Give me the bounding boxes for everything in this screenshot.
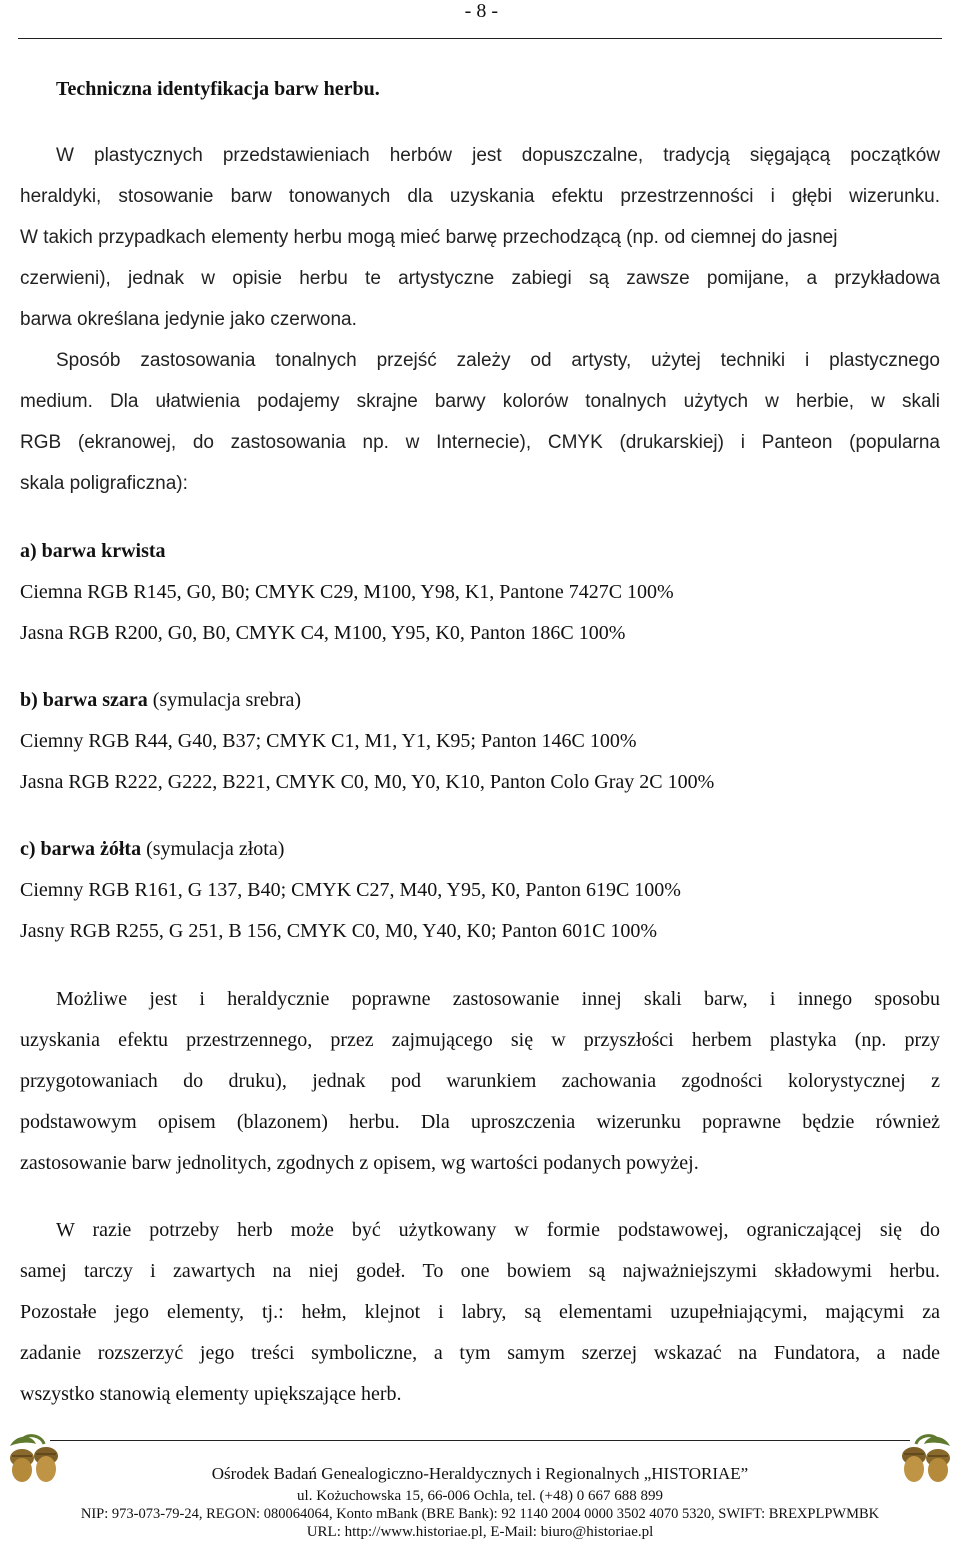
color-a-dark: Ciemna RGB R145, G0, B0; CMYK C29, M100, Y98, K1, Pantone 7427C 100%	[20, 581, 674, 603]
para4-line-1: W razie potrzeby herb może być użytkowany w formie podstawowej, ograniczającej się do	[56, 1219, 940, 1241]
para3-line-3: przygotowaniach do druku), jednak pod warunkiem zachowania zgodności kolorystycznej z	[20, 1070, 940, 1092]
para3-line-5: zastosowanie barw jednolitych, zgodnych z opisem, wg wartości podanych powyżej.	[20, 1152, 699, 1174]
para3-line-4: podstawowym opisem (blazonem) herbu. Dla uproszczenia wizerunku poprawne będzie również	[20, 1111, 940, 1133]
color-c-heading: c) barwa żółta (symulacja złota)	[20, 838, 285, 860]
section-title: Techniczna identyfikacja barw herbu.	[56, 78, 380, 100]
para1-line-2: heraldyki, stosowanie barw tonowanych dla uzyskania efektu przestrzenności i głębi wizerunku.	[20, 186, 940, 207]
footer-divider	[50, 1440, 910, 1441]
footer-contact: URL: http://www.historiae.pl, E-Mail: biuro@historiae.pl	[306, 1524, 654, 1540]
para4-line-3: Pozostałe jego elementy, tj.: hełm, klejnot i labry, są elementami uzupełniającymi, mającymi za	[20, 1301, 940, 1323]
color-a-light: Jasna RGB R200, G0, B0, CMYK C4, M100, Y95, K0, Panton 186C 100%	[20, 622, 626, 644]
para3-line-1: Możliwe jest i heraldycznie poprawne zastosowanie innej skali barw, i innego sposobu	[56, 988, 940, 1010]
color-b-light: Jasna RGB R222, G222, B221, CMYK C0, M0, Y0, K10, Panton Colo Gray 2C 100%	[20, 771, 715, 793]
page-number: - 8 -	[464, 0, 498, 22]
header-divider	[18, 38, 942, 39]
footer-address: ul. Kożuchowska 15, 66-006 Ochla, tel. (+48) 0 667 688 899	[297, 1488, 663, 1504]
footer-identifiers: NIP: 973-073-79-24, REGON: 080064064, Konto mBank (BRE Bank): 92 1140 2004 0000 3502 4070 5320, SWIFT: BREXPLPWMBK	[80, 1506, 880, 1522]
para4-line-2: samej tarczy i zawartych na niej godeł. To one bowiem są najważniejszymi składowymi herbu.	[20, 1260, 940, 1282]
para1-line-1: W plastycznych przedstawieniach herbów jest dopuszczalne, tradycją sięgającą początków	[56, 145, 940, 166]
para1-line-3: W takich przypadkach elementy herbu mogą mieć barwę przechodzącą (np. od ciemnej do jasnej	[20, 227, 838, 248]
para4-line-5: wszystko stanowią elementy upiększające herb.	[20, 1383, 402, 1405]
para4-line-4: zadanie rozszerzyć jego treści symboliczne, a tym samym szerzej wskazać na Fundatora, a nade	[20, 1342, 940, 1364]
para2-line-4: skala poligraficzna):	[20, 473, 188, 494]
para2-line-2: medium. Dla ułatwienia podajemy skrajne barwy kolorów tonalnych użytych w herbie, w skali	[20, 391, 940, 412]
color-c-dark: Ciemny RGB R161, G 137, B40; CMYK C27, M40, Y95, K0, Panton 619C 100%	[20, 879, 681, 901]
para1-line-4: czerwieni), jednak w opisie herbu te artystyczne zabiegi są zawsze pomijane, a przykładowa	[20, 268, 940, 289]
color-c-light: Jasny RGB R255, G 251, B 156, CMYK C0, M0, Y40, K0; Panton 601C 100%	[20, 920, 658, 942]
para2-line-3: RGB (ekranowej, do zastosowania np. w Internecie), CMYK (drukarskiej) i Panteon (popularna	[20, 432, 940, 453]
para1-line-5: barwa określana jedynie jako czerwona.	[20, 309, 357, 330]
footer-organization: Ośrodek Badań Genealogiczno-Heraldycznych i Regionalnych „HISTORIAE”	[211, 1464, 749, 1483]
para2-line-1: Sposób zastosowania tonalnych przejść zależy od artysty, użytej techniki i plastycznego	[56, 350, 940, 371]
color-a-heading: a) barwa krwista	[20, 540, 166, 562]
color-b-dark: Ciemny RGB R44, G40, B37; CMYK C1, M1, Y1, K95; Panton 146C 100%	[20, 730, 637, 752]
color-b-heading: b) barwa szara (symulacja srebra)	[20, 689, 302, 711]
para3-line-2: uzyskania efektu przestrzennego, przez zajmującego się w przyszłości herbem plastyka (np. przy	[20, 1029, 940, 1051]
